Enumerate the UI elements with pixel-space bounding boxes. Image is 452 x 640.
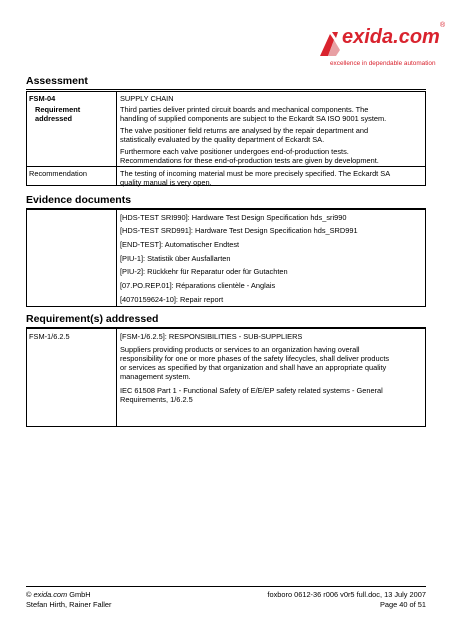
- requirement-para2-line1: IEC 61508 Part 1 - Functional Safety of E/E/EP safety related systems - General: [120, 386, 383, 395]
- requirements-heading: Requirement(s) addressed: [26, 312, 426, 328]
- assessment-para2-line1: The valve positioner field returns are analysed by the repair department and: [120, 126, 369, 135]
- footer-authors: Stefan Hirth, Rainer Faller: [26, 600, 112, 609]
- footer-page-number: Page 40 of 51: [379, 600, 426, 609]
- footer-rule: [26, 586, 426, 587]
- assessment-para2-line2: statistically evaluated by the quality department of Eckardt SA.: [120, 135, 325, 144]
- evidence-item: [END-TEST]: Automatischer Endtest: [120, 240, 240, 249]
- requirement-title: [FSM-1/6.2.5]: RESPONSIBILITIES - SUB-SUPPLIERS: [120, 332, 303, 341]
- evidence-column-divider: [116, 210, 117, 306]
- requirement-para1-line2: responsibility for one or more phases of the safety lifecycles, shall deliver products: [120, 354, 390, 363]
- requirement-para1-line3: or services as specified by that organization and shall have an appropriate quality: [120, 363, 387, 372]
- footer-document: foxboro 0612-36 r006 v0r5 full.doc, 13 July 2007: [267, 590, 426, 599]
- evidence-item: [PIU-1]: Statistik über Ausfallarten: [120, 254, 231, 263]
- footer-company-italic: exida.com: [33, 590, 68, 599]
- exida-logo: [318, 22, 446, 74]
- requirement-id: FSM-1/6.2.5: [29, 332, 70, 341]
- evidence-table: [26, 209, 426, 307]
- assessment-table: [26, 91, 426, 186]
- assessment-row-divider: [27, 166, 425, 167]
- evidence-item: [4070159624-10]: Repair report: [120, 295, 224, 304]
- evidence-item: [07.PO.REP.01]: Réparations clientèle - Anglais: [120, 281, 276, 290]
- footer-company-rest: GmbH: [67, 590, 91, 599]
- evidence-item: [PIU-2]: Rückkehr für Reparatur oder für Gutachten: [120, 267, 288, 276]
- logo-registered-mark: ®: [440, 22, 446, 29]
- requirement-label-line1: Requirement: [35, 105, 81, 114]
- assessment-para1-line2: handling of supplied components are subject to the Eckardt SA ISO 9001 system.: [120, 114, 387, 123]
- assessment-para1-line1: Third parties deliver printed circuit boards and mechanical components. The: [120, 105, 369, 114]
- copyright-symbol: ©: [26, 590, 32, 599]
- requirement-para2-line2: Requirements, 1/6.2.5: [120, 395, 193, 404]
- evidence-item: [HDS-TEST SRD991]: Hardware Test Design Specification hds_SRD991: [120, 226, 358, 235]
- assessment-para3-line2: Recommendations for these end-of-production tests are given by development.: [120, 156, 379, 165]
- assessment-id: FSM-04: [29, 94, 56, 103]
- footer-copyright: [26, 590, 91, 599]
- logo-tagline: excellence in dependable automation: [330, 60, 436, 67]
- evidence-heading: Evidence documents: [26, 193, 426, 209]
- evidence-item: [HDS-TEST SRI990]: Hardware Test Design Specification hds_sri990: [120, 213, 347, 222]
- assessment-column-divider: [116, 92, 117, 185]
- assessment-heading: Assessment: [26, 74, 426, 90]
- requirement-label-line2: addressed: [35, 114, 72, 123]
- recommendation-label: Recommendation: [29, 169, 87, 178]
- recommendation-line2: quality manual is very open.: [120, 178, 212, 187]
- requirement-para1-line4: management system.: [120, 372, 191, 381]
- assessment-para3-line1: Furthermore each valve positioner undergoes end-of-production tests.: [120, 147, 349, 156]
- requirements-table: [26, 328, 426, 427]
- logo-name: exida.com: [342, 26, 440, 48]
- recommendation-line1: The testing of incoming material must be more precisely specified. The Eckardt SA: [120, 169, 391, 178]
- assessment-id-title: SUPPLY CHAIN: [120, 94, 174, 103]
- requirement-para1-line1: Suppliers providing products or services to an organization having overall: [120, 345, 360, 354]
- requirements-column-divider: [116, 329, 117, 426]
